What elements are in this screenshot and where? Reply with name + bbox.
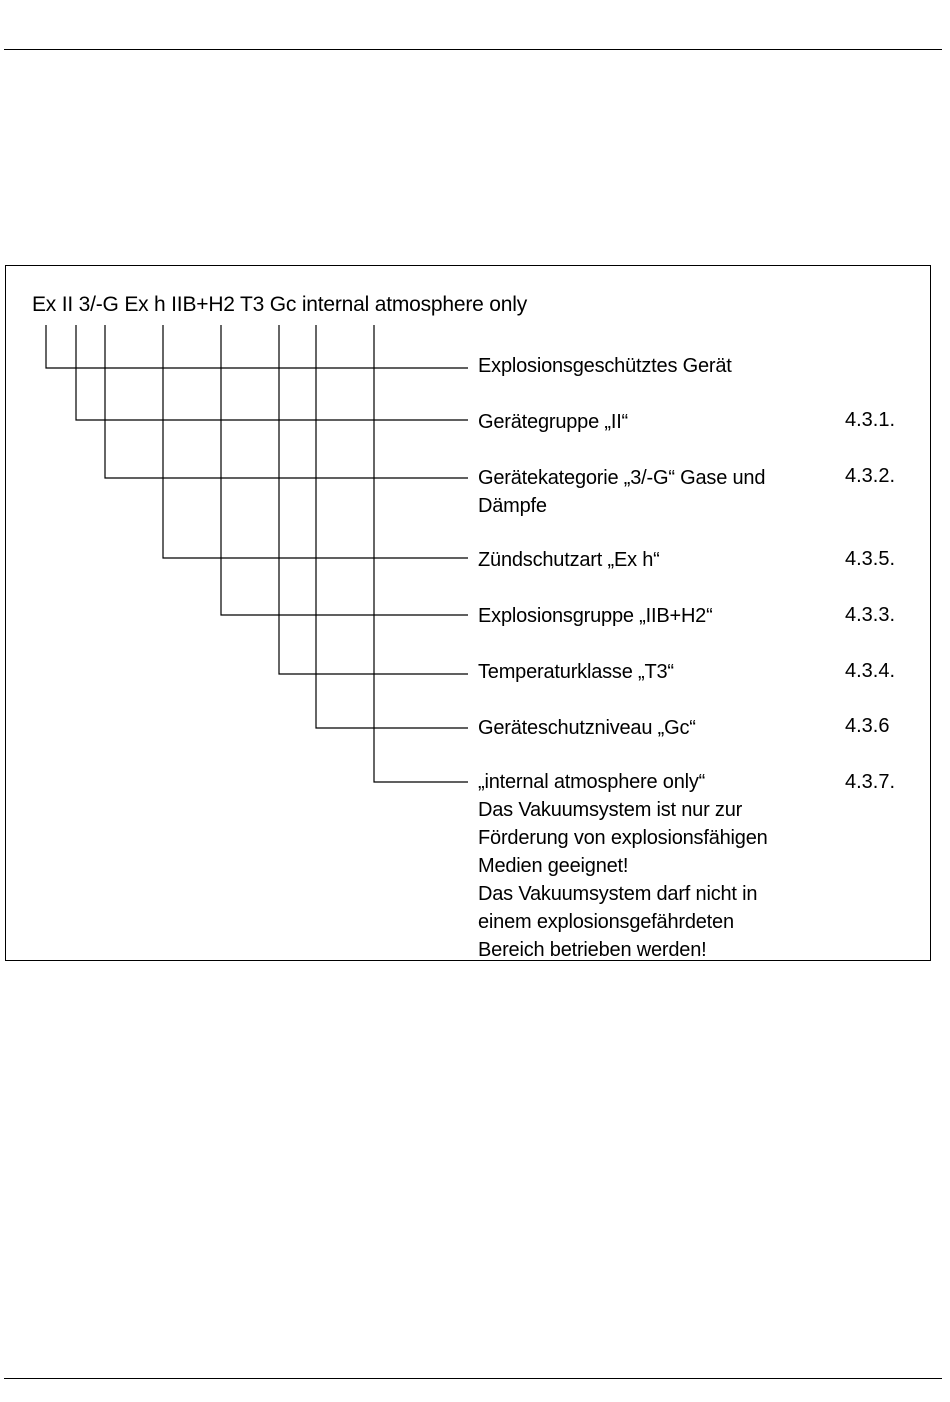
item-device-group: [478, 408, 828, 436]
item-label: Das Vakuumsystem darf nicht in: [478, 883, 758, 905]
item-ref: 4.3.4.: [845, 660, 896, 682]
item-label: Zündschutzart „Ex h“: [478, 549, 660, 571]
item-explosion-group: [478, 602, 828, 630]
item-label: Medien geeignet!: [478, 855, 629, 877]
item-ref: 4.3.3.: [845, 604, 896, 626]
item-ref: 4.3.5.: [845, 548, 896, 570]
item-label: Förderung von explosionsfähigen: [478, 827, 768, 849]
item-device-category: [478, 464, 828, 520]
marking-string: Ex II 3/-G Ex h IIB+H2 T3 Gc internal atmosphere only: [32, 293, 527, 316]
footer-rule: [4, 1378, 942, 1379]
item-internal-atmosphere: [478, 768, 828, 964]
header-rule: [4, 49, 942, 50]
item-ref: 4.3.1.: [845, 409, 896, 431]
item-protection-level: [478, 714, 828, 742]
item-temperature-class: [478, 658, 828, 686]
item-label: einem explosionsgefährdeten: [478, 911, 734, 933]
item-ref: 4.3.6: [845, 715, 890, 737]
item-label: „internal atmosphere only“: [478, 771, 706, 793]
item-protection-type: [478, 546, 828, 574]
item-explosion-protected-device: [478, 352, 828, 380]
item-ref: 4.3.2.: [845, 465, 896, 487]
item-label: Gerätekategorie „3/-G“ Gase und: [478, 467, 766, 489]
item-ref: 4.3.7.: [845, 771, 896, 793]
item-label: Gerätegruppe „II“: [478, 411, 629, 433]
item-label: Bereich betrieben werden!: [478, 939, 707, 961]
item-label: Temperaturklasse „T3“: [478, 661, 674, 683]
item-label: Dämpfe: [478, 495, 547, 517]
item-label: Explosionsgruppe „IIB+H2“: [478, 605, 713, 627]
item-label: Das Vakuumsystem ist nur zur: [478, 799, 743, 821]
item-label: Geräteschutzniveau „Gc“: [478, 717, 696, 739]
item-label: Explosionsgeschütztes Gerät: [478, 355, 732, 377]
